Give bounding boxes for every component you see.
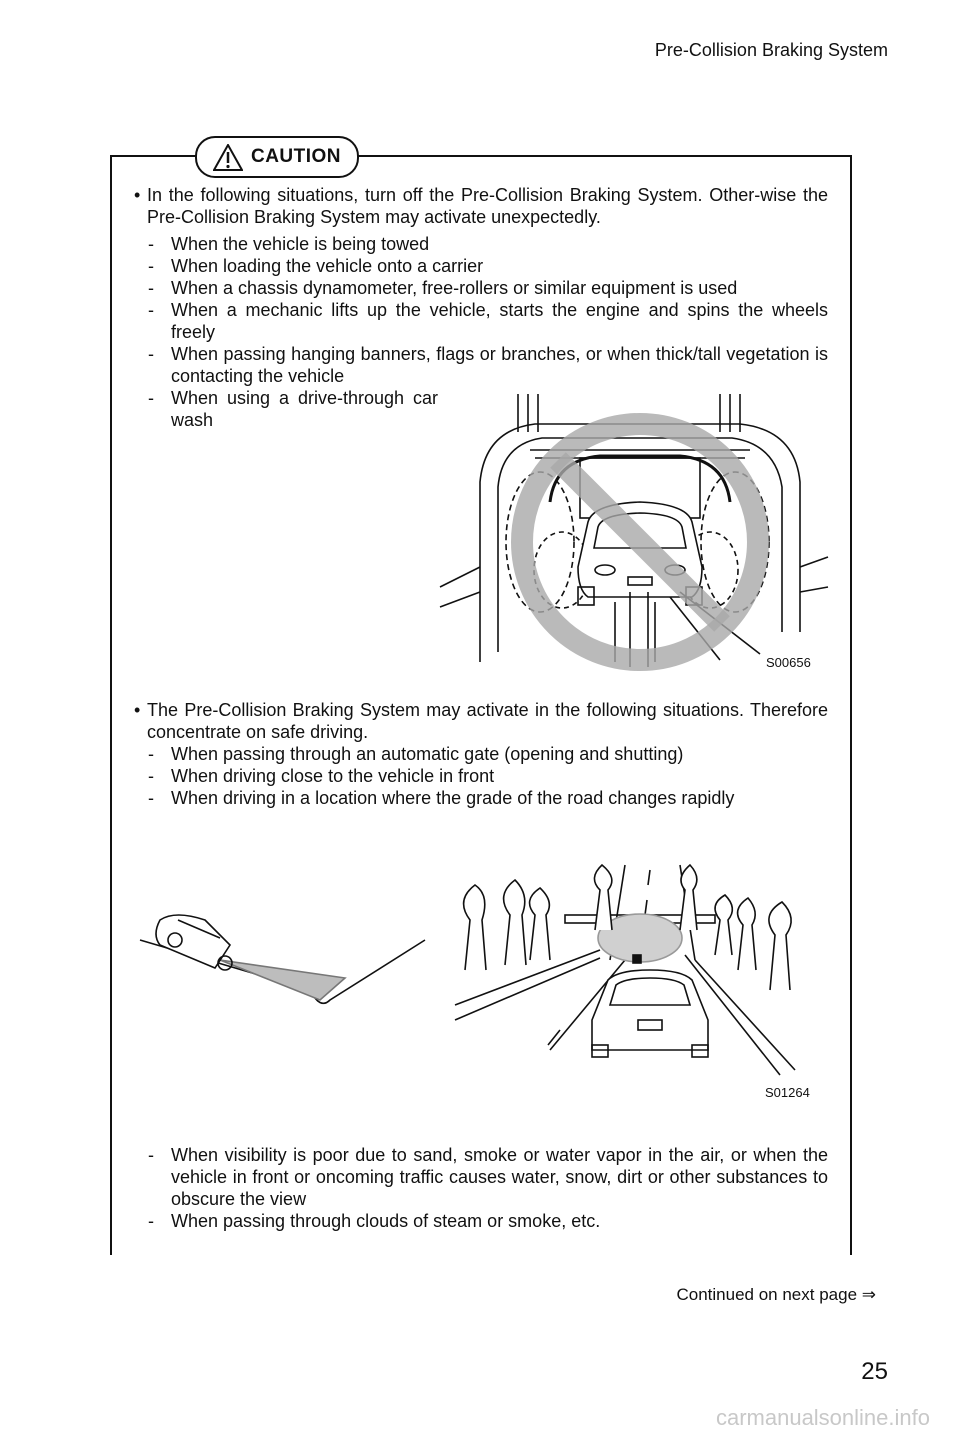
list-item: - When loading the vehicle onto a carrier [148, 255, 828, 277]
caution-label: CAUTION [250, 146, 342, 167]
page-number: 25 [861, 1358, 888, 1385]
list-item: - When passing hanging banners, flags or branches, or when thick/tall vegetation is contacting the vehicle [148, 343, 828, 387]
list-item: - When passing through an automatic gate (opening and shutting) [148, 743, 828, 765]
figure-code: S00656 [766, 655, 811, 670]
warning-triangle-icon [213, 144, 243, 171]
list-item: - When passing through clouds of steam or smoke, etc. [148, 1210, 828, 1232]
watermark: carmanualsonline.info [715, 1405, 930, 1430]
continued-note: Continued on next page ⇒ [676, 1285, 876, 1304]
list-item: - When a mechanic lifts up the vehicle, starts the engine and spins the wheels freely [148, 299, 828, 343]
caution-bullet-2: • The Pre-Collision Braking System may activate in the following situations. Therefore concentrate on safe driving. [134, 699, 828, 743]
list-item: - When a chassis dynamometer, free-rollers or similar equipment is used [148, 277, 828, 299]
caution-badge [195, 136, 359, 178]
list-item: - When using a drive-through car wash [148, 387, 438, 431]
road-grade-illustration [130, 860, 830, 1085]
prohibition-icon [522, 424, 758, 660]
section-title: Pre-Collision Braking System [654, 40, 888, 60]
caution-bullet-1: • In the following situations, turn off the Pre-Collision Braking System. Other-wise the Pre-Collision Braking System may activate unexpectedly. [134, 184, 828, 228]
list-item: - When driving close to the vehicle in front [148, 765, 828, 787]
list-item: - When driving in a location where the grade of the road changes rapidly [148, 787, 828, 809]
list-item: - When the vehicle is being towed [148, 233, 828, 255]
list-item: - When visibility is poor due to sand, smoke or water vapor in the air, or when the vehicle in front or oncoming traffic causes water, snow, dirt or other substances to obscure the view [148, 1144, 828, 1210]
car-wash-illustration [430, 392, 830, 682]
figure-code: S01264 [765, 1085, 810, 1100]
